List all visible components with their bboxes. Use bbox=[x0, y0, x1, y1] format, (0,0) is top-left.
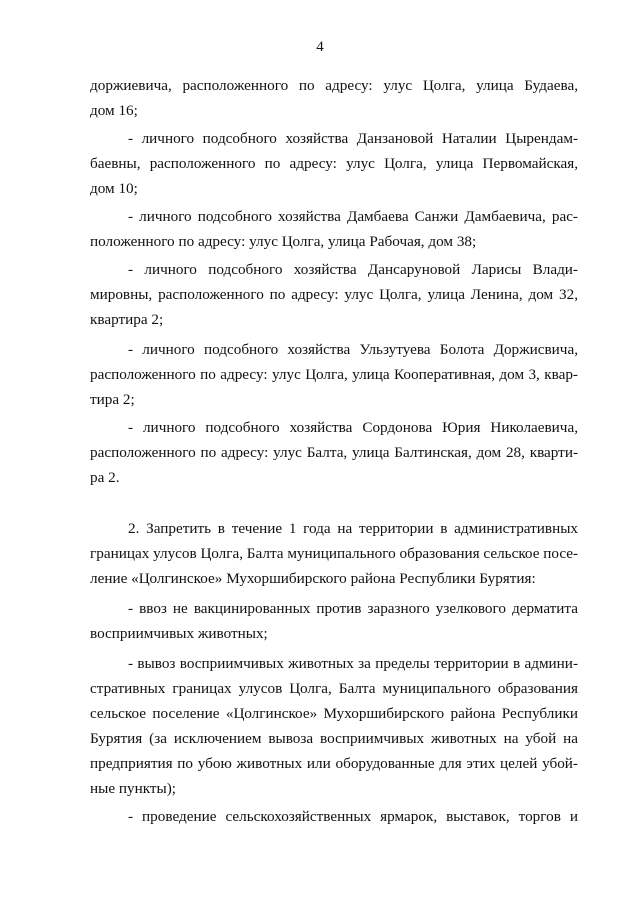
text-line: расположенного по адресу: улус Балта, улица Балтинская, дом 28, кварти- bbox=[90, 444, 578, 461]
text-line: доржиевича, расположенного по адресу: улус Цолга, улица Будаева, bbox=[90, 77, 578, 94]
text-line: - вывоз восприимчивых животных за пределы территории в админи- bbox=[128, 655, 578, 672]
text-line: дом 10; bbox=[90, 180, 138, 197]
text-line: предприятия по убою животных или оборудованные для этих целей убой- bbox=[90, 755, 578, 772]
text-line: - проведение сельскохозяйственных ярмарок, выставок, торгов и bbox=[128, 808, 578, 825]
text-line: тира 2; bbox=[90, 391, 135, 408]
text-line: ление «Цолгинское» Мухоршибирского района Республики Бурятия: bbox=[90, 570, 536, 587]
text-line: - личного подсобного хозяйства Дамбаева Санжи Дамбаевича, рас- bbox=[128, 208, 578, 225]
text-line: сельское поселение «Цолгинское» Мухоршибирского района Республики bbox=[90, 705, 578, 722]
text-line: - личного подсобного хозяйства Сордонова Юрия Николаевича, bbox=[128, 419, 578, 436]
text-line: стративных границах улусов Цолга, Балта муниципального образования bbox=[90, 680, 578, 697]
text-line: - личного подсобного хозяйства Ульзутуева Болота Доржисвича, bbox=[128, 341, 578, 358]
text-line: расположенного по адресу: улус Цолга, улица Кооперативная, дом 3, квар- bbox=[90, 366, 578, 383]
text-line: положенного по адресу: улус Цолга, улица Рабочая, дом 38; bbox=[90, 233, 477, 250]
text-line: Бурятия (за исключением вывоза восприимчивых животных на убой на bbox=[90, 730, 578, 747]
text-line: 2. Запретить в течение 1 года на территории в административных bbox=[128, 520, 578, 537]
text-line: баевны, расположенного по адресу: улус Цолга, улица Первомайская, bbox=[90, 155, 578, 172]
text-line: квартира 2; bbox=[90, 311, 164, 328]
text-line: ные пункты); bbox=[90, 780, 177, 797]
text-line: восприимчивых животных; bbox=[90, 625, 268, 642]
text-line: границах улусов Цолга, Балта муниципального образования сельское посе- bbox=[90, 545, 579, 562]
text-line: - ввоз не вакцинированных против заразного узелкового дерматита bbox=[128, 600, 578, 617]
text-line: ра 2. bbox=[90, 469, 120, 486]
text-line: - личного подсобного хозяйства Дансаруновой Ларисы Влади- bbox=[128, 261, 578, 278]
text-line: дом 16; bbox=[90, 102, 138, 119]
text-line: - личного подсобного хозяйства Данзановой Наталии Цырендам- bbox=[128, 130, 578, 147]
page-number: 4 bbox=[316, 39, 324, 55]
text-line: мировны, расположенного по адресу: улус Цолга, улица Ленина, дом 32, bbox=[90, 286, 578, 303]
